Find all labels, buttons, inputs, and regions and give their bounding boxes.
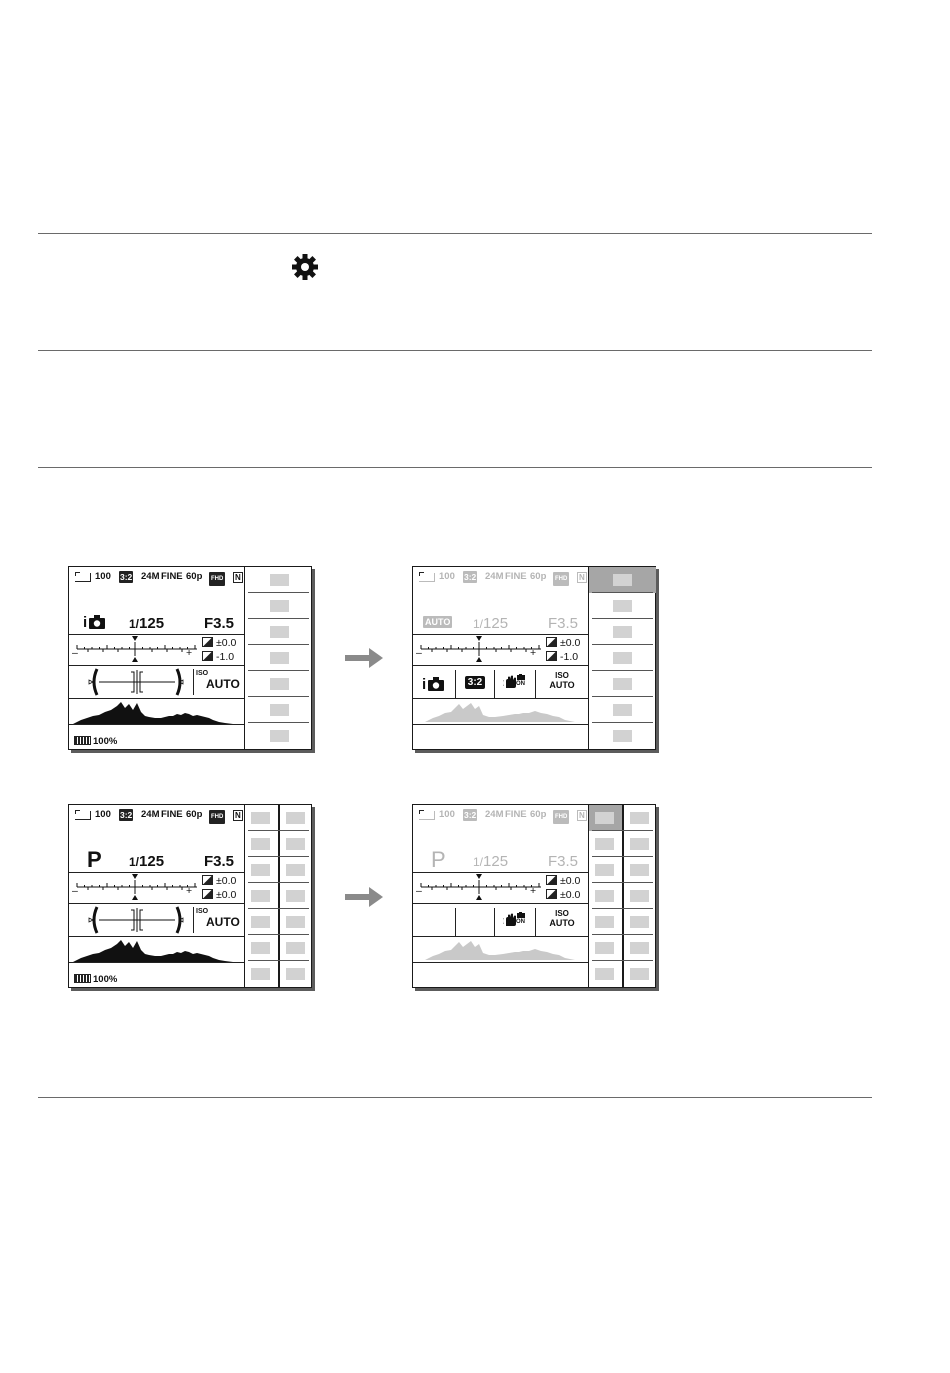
flash-compensation: ±0.0 [202,889,236,901]
flash-compensation: -1.0 [546,651,578,663]
image-quality: FINE [505,809,527,820]
function-slots [588,805,656,987]
movie-format: FHD [209,572,225,586]
nfc-icon: N [579,811,585,820]
battery-icon [74,736,91,745]
shutter-speed: 1/125 [473,853,509,870]
status-bar [73,571,243,585]
arrow-right-icon [345,887,383,907]
shooting-mode-label: P [87,847,102,872]
camera-lcd [69,805,244,987]
iso-setting: ISO AUTO [196,670,240,691]
fn-iso[interactable]: ISO AUTO [549,671,575,690]
memory-card-icon [419,811,435,820]
focus-frame [87,667,187,697]
image-size: 24M [485,809,504,820]
shutter-speed: 1/125 [129,615,165,632]
camera-screen-top-right [412,566,656,750]
image-size: 24M [485,571,504,582]
camera-icon [517,912,525,918]
fn-iso[interactable]: ISO AUTO [549,909,575,928]
camera-screen-top-left [68,566,312,750]
histogram [73,938,243,962]
fn-shooting-mode[interactable]: i [413,668,455,701]
camera-lcd [413,567,588,749]
meter-plus: + [530,647,537,659]
fn-empty-slot[interactable] [456,906,494,939]
frame-rate: 60p [530,571,547,582]
camera-icon [89,615,105,629]
status-bar [417,809,587,823]
histogram [73,700,243,724]
function-slots [244,567,312,749]
focus-frame [87,905,187,935]
aperture-value: F3.5 [548,615,579,632]
camera-lcd [413,805,588,987]
exposure-compensation: ±0.0 [546,875,580,887]
flash-compensation: -1.0 [202,651,234,663]
meter-minus: – [416,885,422,897]
histogram [425,700,585,722]
function-slots [588,567,656,749]
battery-icon [74,974,91,983]
section-divider [38,233,872,234]
meter-minus: – [72,885,78,897]
camera-lcd [69,567,244,749]
arrow-right-icon [345,648,383,668]
movie-format: FHD [553,572,569,586]
shots-remaining: 100 [95,809,111,820]
iso-setting: ISO AUTO [196,908,240,929]
nfc-icon: N [235,811,241,820]
meter-plus: + [186,885,193,897]
section-divider [38,350,872,351]
image-quality: FINE [505,571,527,582]
fn-empty-slot[interactable] [413,906,455,939]
meter-minus: – [416,647,422,659]
gear-icon [290,252,320,282]
movie-format: FHD [553,810,569,824]
memory-card-icon [75,573,91,582]
aperture-value: F3.5 [204,853,235,870]
image-quality: FINE [161,571,183,582]
function-slots [244,805,312,987]
frame-rate: 60p [530,809,547,820]
histogram [425,938,585,960]
shooting-mode-label: P [431,847,446,872]
memory-card-icon [75,811,91,820]
camera-screen-bottom-right [412,804,656,988]
movie-format: FHD [209,810,225,824]
meter-plus: + [530,885,537,897]
shots-remaining: 100 [439,571,455,582]
metering-scale [75,874,199,900]
meter-plus: + [186,647,193,659]
image-size: 24M [141,809,160,820]
frame-rate: 60p [186,809,203,820]
selected-slot[interactable] [589,567,656,593]
shutter-speed: 1/125 [473,615,509,632]
exposure-compensation: ±0.0 [202,637,236,649]
aspect-ratio: 3:2 [464,572,477,582]
camera-icon [517,674,525,680]
battery-level: 100% [74,974,117,985]
fn-aspect-ratio[interactable]: 3:2 [456,668,494,701]
battery-level: 100% [74,736,117,747]
exposure-compensation: ±0.0 [546,637,580,649]
aperture-value: F3.5 [204,615,235,632]
aperture-value: F3.5 [548,853,579,870]
exposure-compensation: ±0.0 [202,875,236,887]
status-bar [73,809,243,823]
fn-steadyshot[interactable]: ON [495,668,535,701]
status-bar [417,571,587,585]
auto-mode-badge: AUTO [425,617,451,627]
shooting-mode-label: i [83,614,88,631]
metering-scale [419,636,543,662]
shutter-speed: 1/125 [129,853,165,870]
nfc-icon: N [235,573,241,582]
meter-minus: – [72,647,78,659]
image-size: 24M [141,571,160,582]
frame-rate: 60p [186,571,203,582]
metering-scale [75,636,199,662]
aspect-ratio: 3:2 [464,810,477,820]
section-divider [38,1097,872,1098]
camera-icon [428,677,444,691]
memory-card-icon [419,573,435,582]
shots-remaining: 100 [95,571,111,582]
aspect-ratio: 3:2 [120,572,133,582]
flash-compensation: ±0.0 [546,889,580,901]
shots-remaining: 100 [439,809,455,820]
nfc-icon: N [579,573,585,582]
image-quality: FINE [161,809,183,820]
camera-screen-bottom-left [68,804,312,988]
metering-scale [419,874,543,900]
fn-steadyshot[interactable]: ON [495,906,535,939]
section-divider [38,467,872,468]
aspect-ratio: 3:2 [120,810,133,820]
